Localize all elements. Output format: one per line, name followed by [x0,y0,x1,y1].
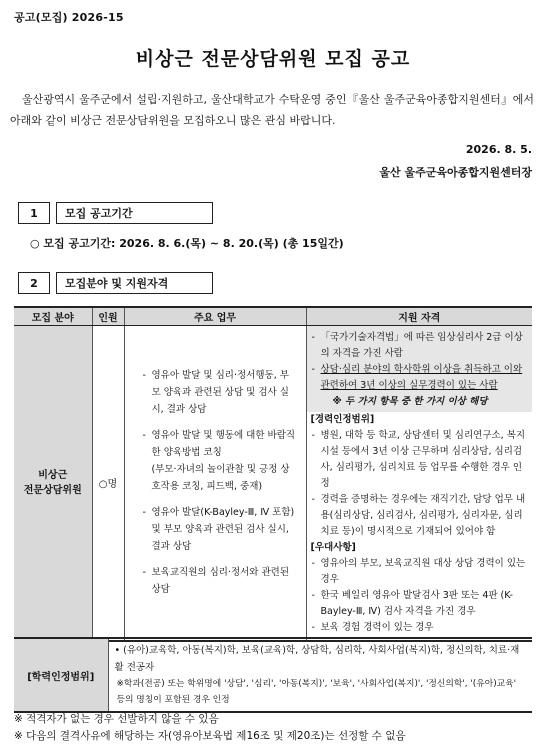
qualification-item: - 「국가기술자격법」에 따른 임상심리사 2급 이상의 자격을 가진 사람 [311,330,529,362]
preference-item: - 한국 베일리 영유아 발달검사 3판 또는 4판 (K-Bayley-Ⅲ, Ⅳ) 검사 자격을 가진 경우 [311,588,529,620]
education-scope-body [108,638,532,712]
duty-item: - 영유아 발달 및 행동에 대한 바람직한 양육방법 코칭 [143,427,298,461]
duty-item: - 영유아 발달 및 심리·정서행동, 부모 양육과 관련된 상담 및 검사 실시, 결과 상담 [143,367,298,418]
preference-heading: [우대사항] [310,541,356,553]
section-1-number: 1 [18,202,50,224]
section-1-header [18,202,213,224]
intro-paragraph: 울산광역시 울주군에서 설립·지원하고, 울산대학교가 수탁운영 중인『울산 울주군육아종합지원센터』에서 아래와 같이 비상근 전문상담위원을 모집하오니 많은 관심 바랍니다. [10,93,534,127]
qualifications-cell [306,325,532,641]
duty-item: - 보육교직원의 심리·정서와 관련된 상담 [143,564,298,598]
duty-item: - 영유아 발달(K-Bayley-Ⅲ, Ⅳ 포함) 및 부모 양육과 관련된 검사 실시, 결과 상담 [143,504,298,555]
basic-qualifications [307,326,533,412]
section-2-title: 모집분야 및 지원자격 [56,272,213,294]
header-count: 인원 [92,307,124,325]
qualification-item: - 상담·심리 분야의 학사학위 이상을 취득하고 이와 관련하여 3년 이상의 실무경력이 있는 사람 [311,362,529,394]
footnote: ※ 다음의 결격사유에 해당하는 자(영유아보육법 제16조 및 제20조)는 선정할 수 없음 [14,730,406,742]
header-duties: 주요 업무 [124,307,306,325]
section-2-number: 2 [18,272,50,294]
field-line-1: 비상근 [38,469,68,481]
education-note: ※학과(전공) 또는 학위명에 '상담', '심리', '아동(복지)', '보육', '사회사업(복지)', '정신의학', '(유아)교육' 등의 명칭이 포함된 경우 인정 [116,679,517,705]
issuing-organization: 울산 울주군육아종합지원센터장 [379,166,532,179]
career-scope-heading: [경력인정범위] [310,413,375,425]
section-1-title: 모집 공고기간 [56,202,213,224]
recruitment-period: ○ 모집 공고기간: 2026. 8. 6.(목) ~ 8. 20.(목) (총 15일간) [30,237,344,250]
footnote: ※ 적격자가 없는 경우 선발하지 않을 수 있음 [14,713,219,725]
career-item: - 경력을 증명하는 경우에는 재직기간, 담당 업무 내용(심리상담, 심리검사, 심리평가, 심리자문, 심리치료 등)이 명시적으로 기재되어 있어야 함 [311,492,529,540]
qualification-note: ※ 두 가지 항목 중 한 가지 이상 해당 [332,395,488,407]
table-row [14,638,532,712]
header-qualifications: 지원 자격 [306,307,532,325]
section-2-header [18,272,213,294]
education-scope-label: [학력인정범위] [14,638,108,712]
recruitment-table [14,306,532,642]
notice-date: 2026. 8. 5. [465,143,532,156]
preference-item: - 영유아의 부모, 보육교직원 대상 상담 경력이 있는 경우 [311,556,529,588]
notice-number: 공고(모집) 2026-15 [14,11,124,24]
career-item: - 병원, 대학 등 학교, 상담센터 및 심리연구소, 복지시설 등에서 3년 이상 근무하며 심리상담, 심리검사, 심리평가, 심리치료 등 업무를 수행한 경우 인정 [311,428,529,492]
education-majors: • (유아)교육학, 아동(복지)학, 보육(교육)학, 상담학, 심리학, 사회사업(복지)학, 정신의학, 치료·재활 전공자 [114,645,520,673]
table-header-row [14,307,532,325]
count-cell: ○명 [92,325,124,641]
preference-item: - 보육 경험 경력이 있는 경우 [311,620,529,636]
field-cell [14,325,92,641]
duties-cell [124,325,306,641]
table-row [14,325,532,641]
page-title: 비상근 전문상담위원 모집 공고 [135,48,411,70]
field-line-2: 전문상담위원 [23,484,82,496]
education-scope-table [14,637,532,713]
duty-item-detail: (부모·자녀의 놀이관찰 및 긍정 상호작용 코칭, 피드백, 중재) [151,464,290,492]
header-field: 모집 분야 [14,307,92,325]
